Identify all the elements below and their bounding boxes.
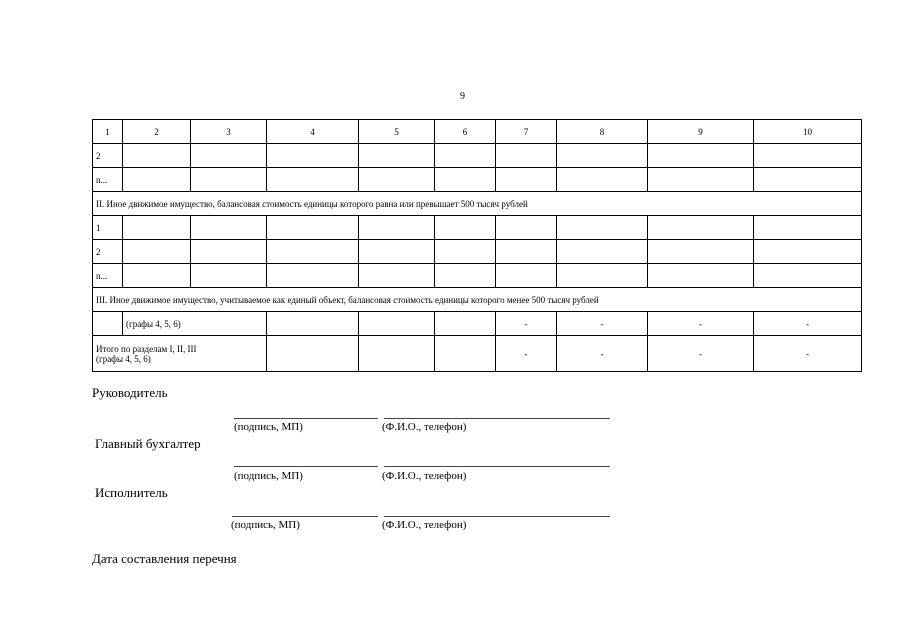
column-header: 3 xyxy=(191,120,267,144)
accountant-name-caption: (Ф.И.О., телефон) xyxy=(382,470,467,482)
table-header-row xyxy=(93,120,862,144)
column-header: 2 xyxy=(123,120,191,144)
executor-sign-caption: (подпись, МП) xyxy=(231,519,300,531)
column-header: 10 xyxy=(754,120,862,144)
table-row xyxy=(93,144,862,168)
dash-cell: - xyxy=(557,312,648,336)
table-row xyxy=(93,168,862,192)
column-header: 7 xyxy=(496,120,557,144)
column-header: 8 xyxy=(557,120,648,144)
head-sign-caption: (подпись, МП) xyxy=(234,421,303,433)
section-row xyxy=(93,288,862,312)
dash-cell: - xyxy=(496,312,557,336)
executor-name-caption: (Ф.И.О., телефон) xyxy=(382,519,467,531)
accountant-sign-caption: (подпись, МП) xyxy=(234,470,303,482)
row-number: 1 xyxy=(93,216,123,240)
table-row xyxy=(93,312,862,336)
section-2-title: II. Иное движимое имущество, балансовая стоимость единицы которого равна или превышает 500 тысяч рублей xyxy=(93,192,862,216)
executor-title: Исполнитель xyxy=(95,485,168,500)
column-header: 1 xyxy=(93,120,123,144)
head-title: Руководитель xyxy=(92,385,168,400)
page-number: 9 xyxy=(460,91,465,102)
dash-cell: - xyxy=(496,336,557,372)
head-name-caption: (Ф.И.О., телефон) xyxy=(382,421,467,433)
section-row xyxy=(93,192,862,216)
column-header: 6 xyxy=(435,120,496,144)
accountant-title: Главный бухгалтер xyxy=(95,436,201,451)
row-number: n... xyxy=(93,168,123,192)
dash-cell: - xyxy=(754,312,862,336)
executor-sign-line xyxy=(232,516,378,517)
total-row xyxy=(93,336,862,372)
column-header: 5 xyxy=(359,120,435,144)
accountant-name-line xyxy=(384,466,610,467)
head-sign-line xyxy=(234,418,378,419)
table-row xyxy=(93,216,862,240)
total-label xyxy=(93,336,267,372)
dash-cell: - xyxy=(648,336,754,372)
table-row xyxy=(93,240,862,264)
property-table xyxy=(92,119,862,372)
row-number: n... xyxy=(93,264,123,288)
dash-cell: - xyxy=(754,336,862,372)
head-name-line xyxy=(384,418,610,419)
table-row xyxy=(93,264,862,288)
section-3-title: III. Иное движимое имущество, учитываемое как единый объект, балансовая стоимость единицы которого менее 500 тысяч рублей xyxy=(93,288,862,312)
row-number: 2 xyxy=(93,144,123,168)
column-header: 4 xyxy=(267,120,359,144)
dash-cell: - xyxy=(648,312,754,336)
section-3-columns-note: (графы 4, 5, 6) xyxy=(123,312,267,336)
date-label: Дата составления перечня xyxy=(92,551,237,566)
total-label-line1: Итого по разделам I, II, III xyxy=(96,343,197,354)
total-label-line2: (графы 4, 5, 6) xyxy=(96,353,151,364)
column-header: 9 xyxy=(648,120,754,144)
row-number: 2 xyxy=(93,240,123,264)
dash-cell: - xyxy=(557,336,648,372)
executor-name-line xyxy=(384,516,610,517)
accountant-sign-line xyxy=(234,466,378,467)
